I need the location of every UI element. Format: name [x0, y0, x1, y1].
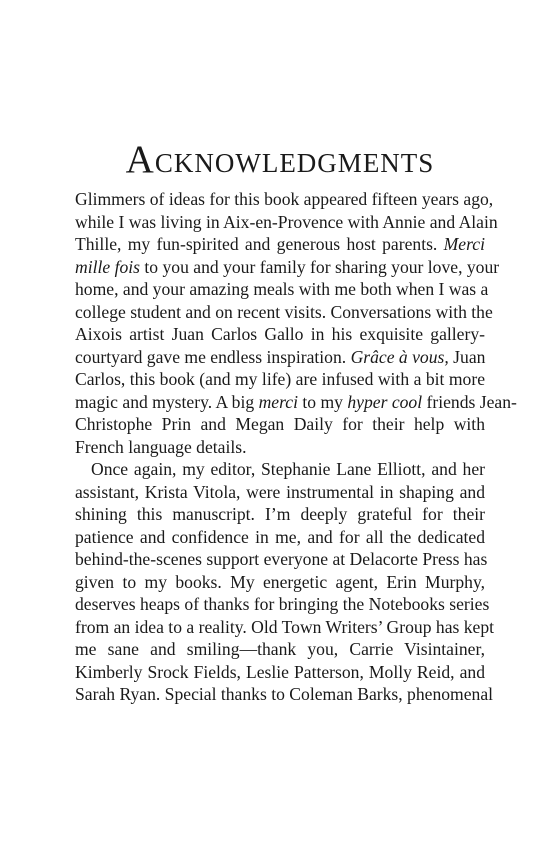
text-line: [75, 638, 485, 661]
text-segment: friends Jean-: [422, 391, 517, 412]
text-segment: to you and your family for sharing your love, your: [140, 256, 500, 277]
italic-text: hyper cool: [347, 391, 423, 412]
text-segment: given to my books. My energetic agent, Erin Murphy,: [75, 571, 485, 592]
text-line: [75, 346, 485, 369]
text-segment: patience and confidence in me, and for all the dedicated: [75, 526, 485, 547]
text-segment: to my: [297, 391, 348, 412]
text-line: [75, 368, 485, 391]
italic-text: merci: [258, 391, 298, 412]
text-segment: behind-the-scenes support everyone at Delacorte Press has: [75, 549, 488, 569]
text-segment: while I was living in Aix-en-Provence with Annie and Alain: [75, 211, 498, 232]
text-line: [75, 413, 485, 436]
text-segment: magic and mystery. A big: [75, 391, 259, 412]
text-line: [75, 301, 493, 324]
text-segment: me sane and smiling—thank you, Carrie Visintainer,: [75, 639, 485, 659]
text-line: [75, 548, 488, 571]
text-line: [75, 481, 485, 504]
text-segment: Glimmers of ideas for this book appeared fifteen years ago,: [75, 189, 494, 209]
text-segment: Once again, my editor, Stephanie Lane Elliott, and her: [91, 459, 485, 479]
text-segment: French language details.: [75, 436, 247, 457]
text-segment: college student and on recent visits. Conversations with the: [75, 301, 493, 322]
text-segment: Juan: [448, 346, 486, 367]
italic-text: mille fois: [75, 256, 140, 277]
text-segment: assistant, Krista Vitola, were instrumental in shaping and: [75, 481, 485, 502]
text-line: [75, 616, 495, 639]
text-segment: courtyard gave me endless inspiration.: [75, 346, 351, 367]
text-segment: deserves heaps of thanks for bringing the Notebooks series: [75, 594, 490, 614]
text-segment: Thille, my fun-spirited and generous host parents.: [75, 234, 444, 254]
text-line: [75, 503, 485, 526]
text-line: [75, 256, 500, 279]
paragraph: [75, 458, 495, 706]
text-segment: Kimberly Srock Fields, Leslie Patterson, Molly Reid, and: [75, 661, 485, 682]
italic-text: Grâce à vous,: [350, 346, 449, 367]
text-segment: Christophe Prin and Megan Daily for their help with: [75, 414, 485, 434]
text-line: [75, 661, 485, 684]
text-segment: home, and your amazing meals with me both when I was a: [75, 279, 489, 299]
text-segment: Sarah Ryan. Special thanks to Coleman Barks, phenomenal: [75, 684, 494, 704]
paragraph: [75, 188, 517, 458]
text-line: [75, 571, 485, 594]
text-line: [75, 593, 490, 616]
text-line: [75, 233, 485, 256]
text-line: [75, 391, 517, 414]
text-line: [75, 436, 485, 459]
text-line: [75, 323, 485, 346]
text-segment: shining this manuscript. I’m deeply grateful for their: [75, 504, 485, 524]
text-line: [75, 278, 489, 301]
chapter-heading: Acknowledgments: [125, 138, 435, 181]
text-line: [75, 211, 498, 234]
text-line: [75, 188, 494, 211]
italic-text: Merci: [443, 234, 485, 254]
text-segment: from an idea to a reality. Old Town Writers’ Group has kept: [75, 616, 495, 637]
text-line: [75, 683, 494, 706]
acknowledgments-body: [75, 188, 517, 706]
text-segment: Carlos, this book (and my life) are infused with a bit more: [75, 369, 485, 389]
text-line: [75, 458, 485, 481]
text-segment: Aixois artist Juan Carlos Gallo in his exquisite gallery-: [75, 324, 485, 344]
text-line: [75, 526, 485, 549]
